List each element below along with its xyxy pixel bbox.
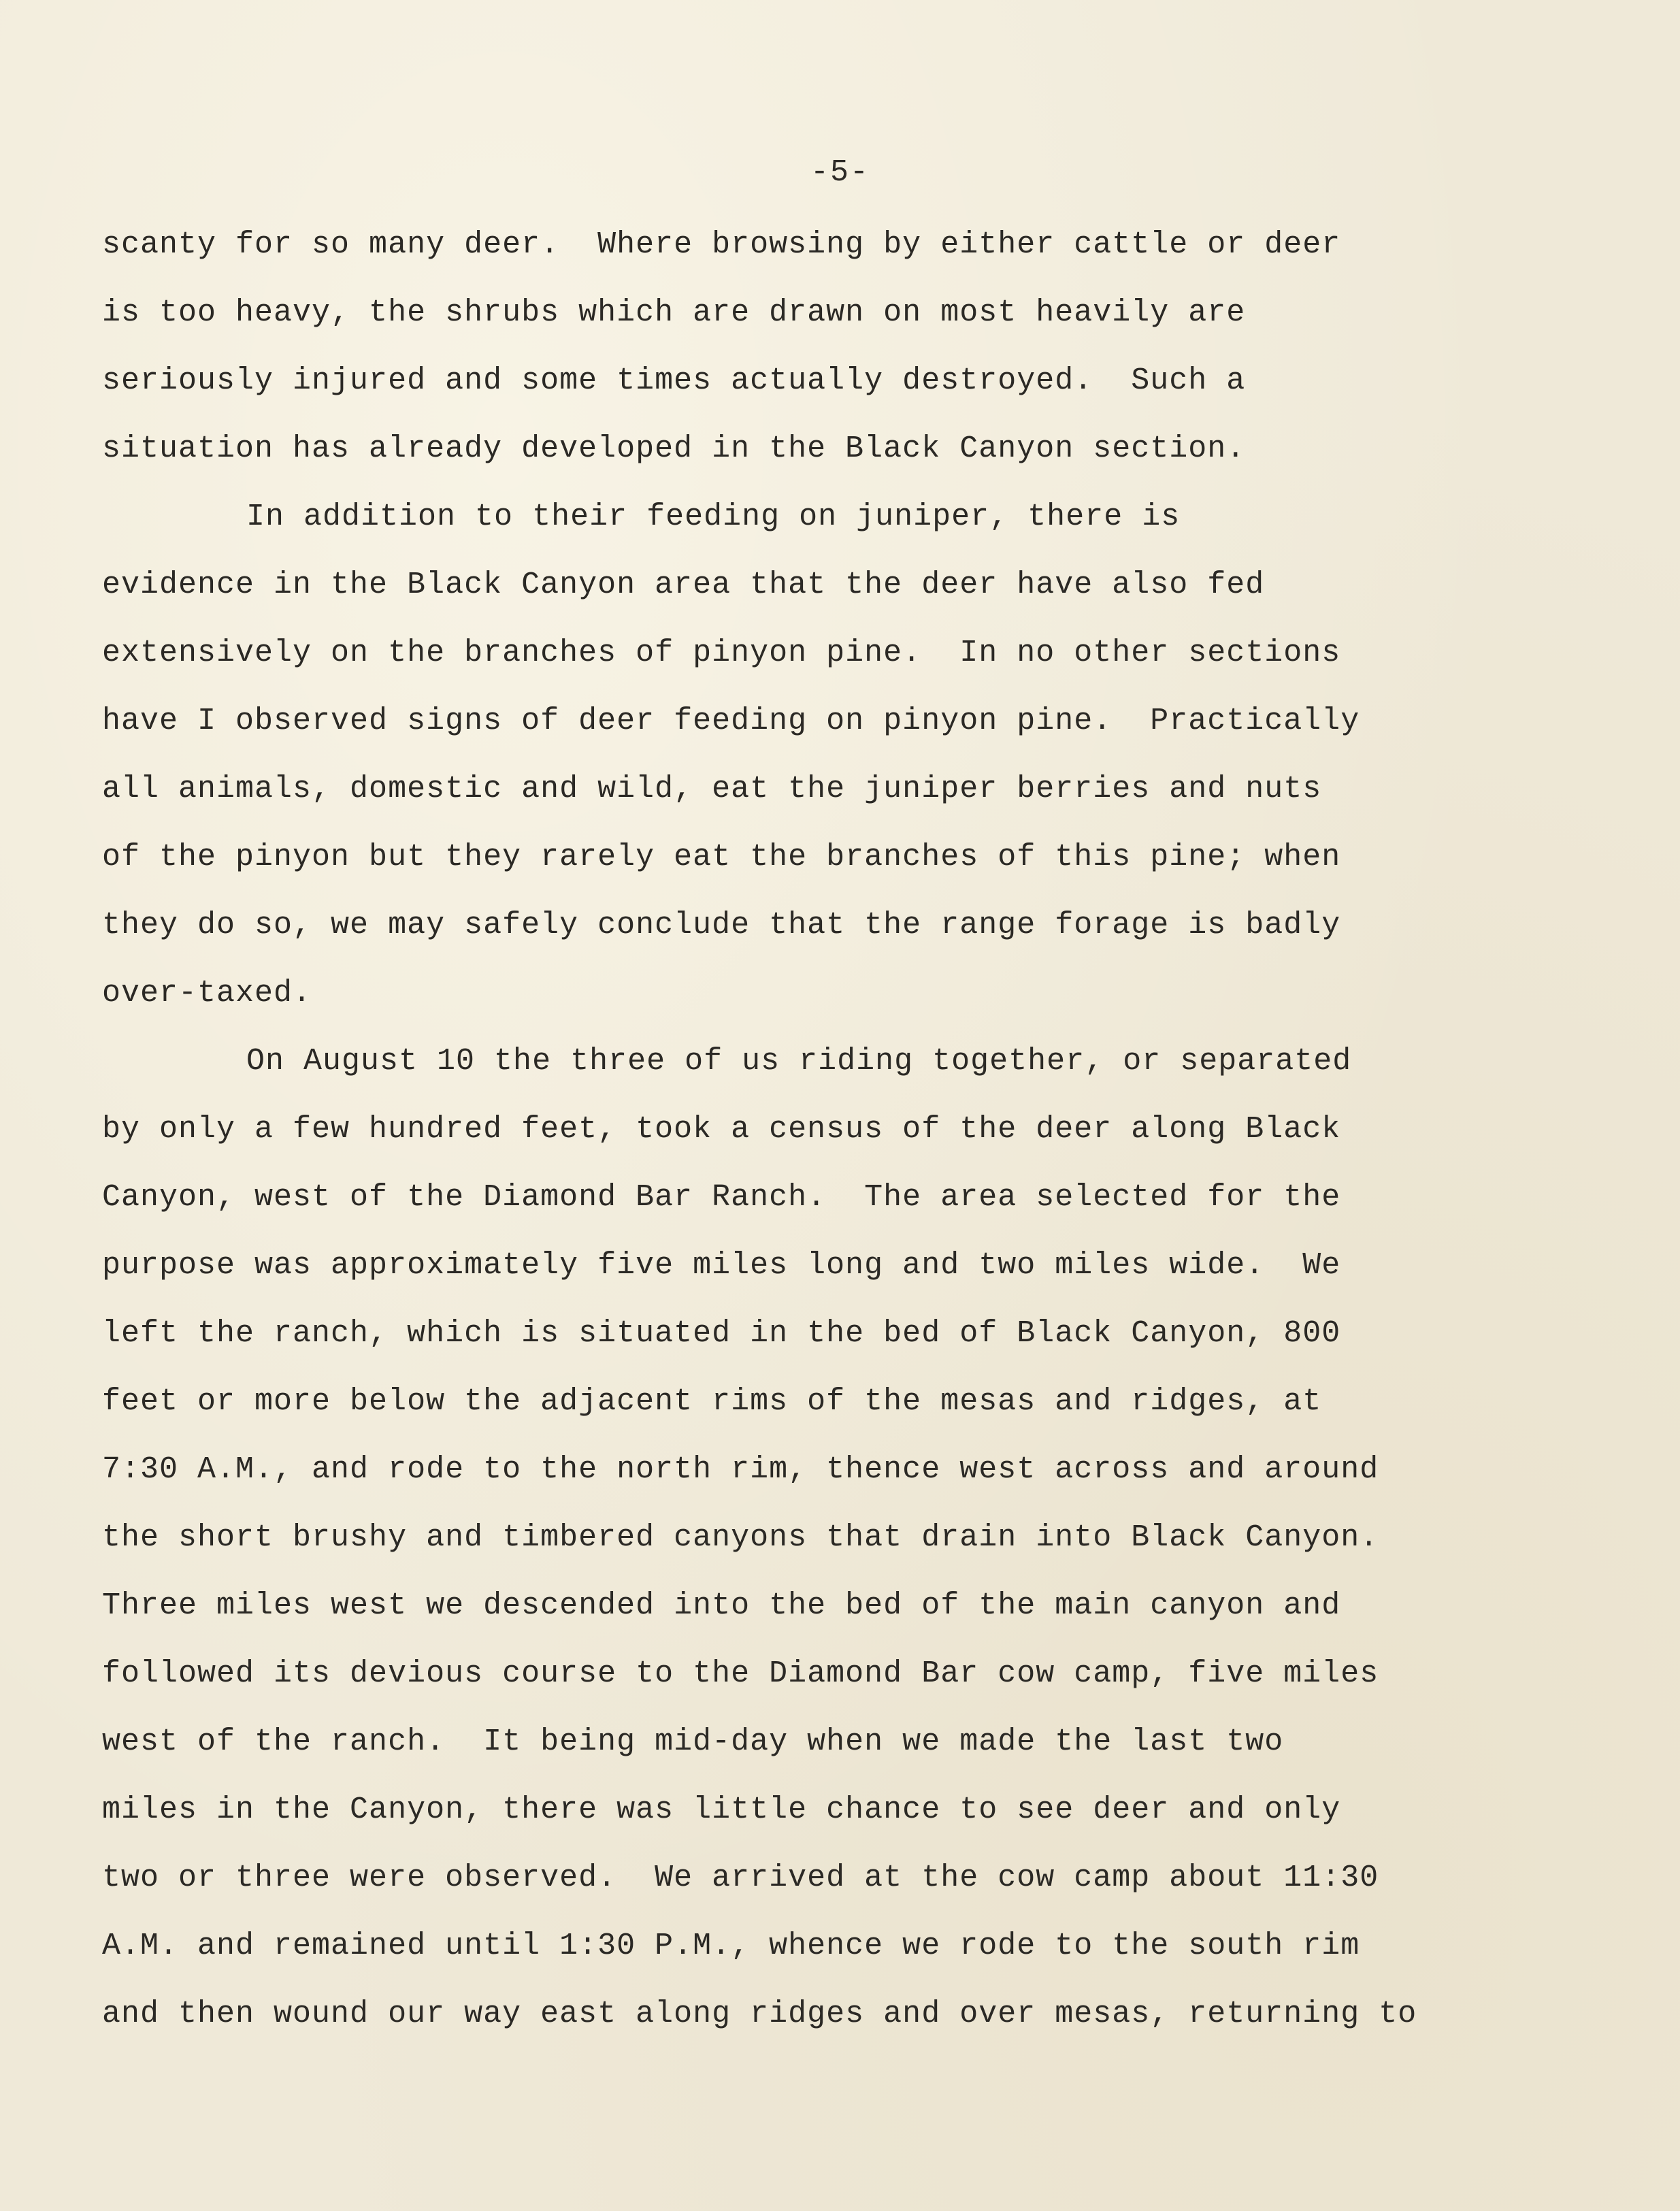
text-line: they do so, we may safely conclude that the range forage is badly — [102, 908, 1341, 943]
text-line: evidence in the Black Canyon area that the deer have also fed — [102, 568, 1265, 602]
text-line: left the ranch, which is situated in the bed of Black Canyon, 800 — [102, 1316, 1341, 1351]
text-line: miles in the Canyon, there was little chance to see deer and only — [102, 1792, 1341, 1827]
text-line: purpose was approximately five miles long and two miles wide. We — [102, 1248, 1341, 1283]
text-line: by only a few hundred feet, took a census of the deer along Black — [102, 1112, 1341, 1147]
text-line: over-taxed. — [102, 976, 312, 1011]
text-line: and then wound our way east along ridges and over mesas, returning to — [102, 1997, 1417, 2031]
text-line: situation has already developed in the Black Canyon section. — [102, 431, 1246, 466]
text-line: followed its devious course to the Diamond Bar cow camp, five miles — [102, 1656, 1379, 1691]
text-line: have I observed signs of deer feeding on pinyon pine. Practically — [102, 704, 1360, 738]
text-line: scanty for so many deer. Where browsing by either cattle or deer — [102, 227, 1341, 262]
text-line: all animals, domestic and wild, eat the juniper berries and nuts — [102, 772, 1322, 806]
body-text — [102, 211, 1579, 2048]
text-line: of the pinyon but they rarely eat the branches of this pine; when — [102, 840, 1341, 874]
text-line: feet or more below the adjacent rims of the mesas and ridges, at — [102, 1384, 1322, 1419]
text-line: two or three were observed. We arrived at the cow camp about 11:30 — [102, 1861, 1379, 1895]
text-line: west of the ranch. It being mid-day when we made the last two — [102, 1724, 1284, 1759]
text-line: seriously injured and some times actually destroyed. Such a — [102, 363, 1246, 398]
text-line: Canyon, west of the Diamond Bar Ranch. The area selected for the — [102, 1180, 1341, 1215]
page-number: -5- — [810, 155, 870, 190]
text-line-paragraph-start: On August 10 the three of us riding together, or separated — [246, 1044, 1352, 1079]
text-line-paragraph-start: In addition to their feeding on juniper, there is — [246, 499, 1181, 534]
text-line: extensively on the branches of pinyon pine. In no other sections — [102, 636, 1341, 670]
text-line: 7:30 A.M., and rode to the north rim, thence west across and around — [102, 1452, 1379, 1487]
text-line: is too heavy, the shrubs which are drawn on most heavily are — [102, 295, 1246, 330]
text-line: A.M. and remained until 1:30 P.M., whence we rode to the south rim — [102, 1929, 1360, 1963]
text-line: Three miles west we descended into the bed of the main canyon and — [102, 1588, 1341, 1623]
text-line: the short brushy and timbered canyons that drain into Black Canyon. — [102, 1520, 1379, 1555]
